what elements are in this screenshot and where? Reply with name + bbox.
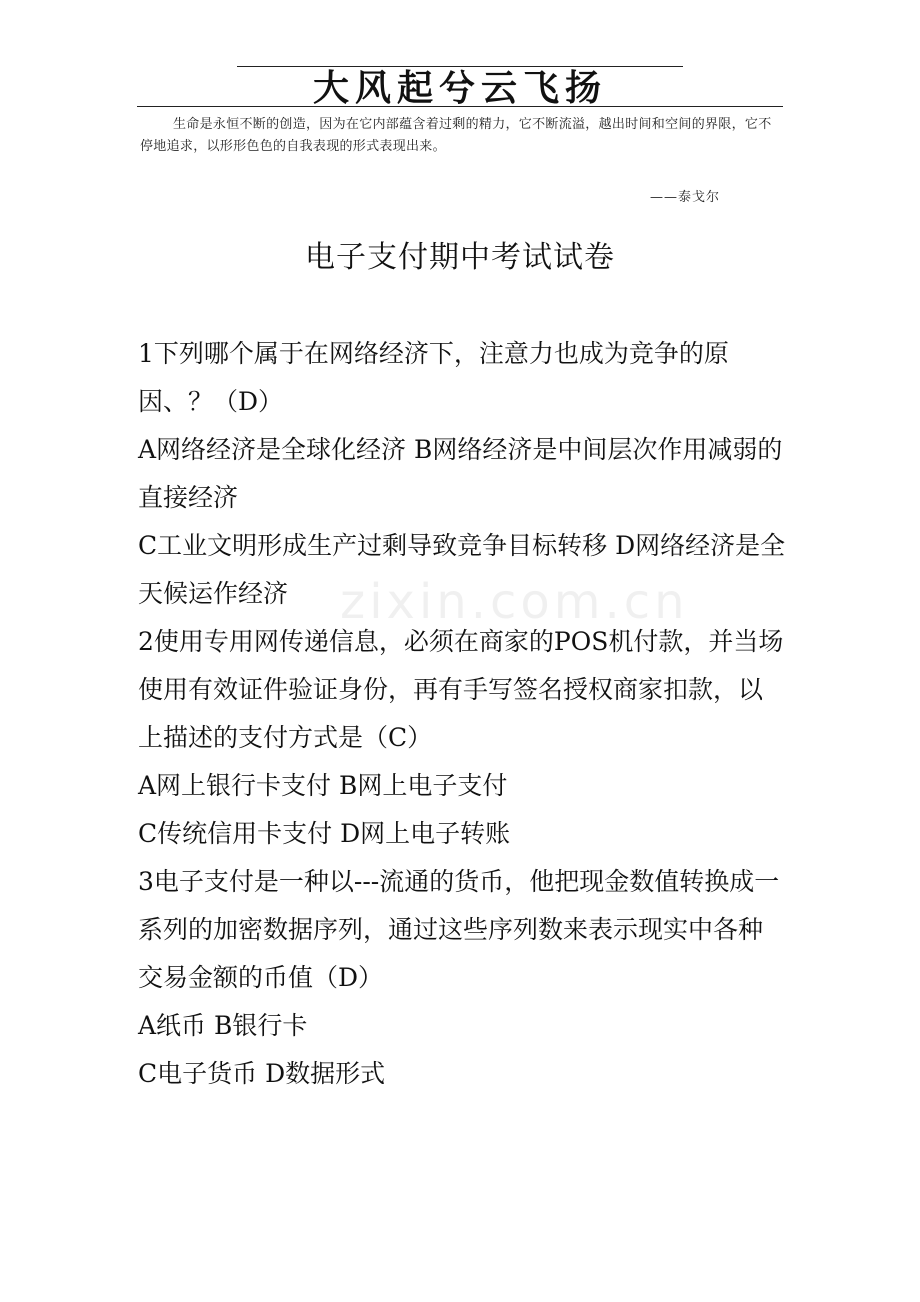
header-banner: 大风起兮云飞扬: [312, 67, 607, 109]
header-quote: 生命是永恒不断的创造，因为在它内部蕴含着过剩的精力，它不断流溢，越出时间和空间的界限，它不停地追求，以形形色色的自我表现的形式表现出来。: [140, 117, 772, 154]
question-3: 3电子支付是一种以---流通的货币，他把现金数值转换成一系列的加密数据序列，通过这些序列数来表示现实中各种交易金额的币值（D）: [138, 867, 780, 992]
question-2-options-cd: C传统信用卡支付 D网上电子转账: [138, 819, 511, 848]
header-bottom-rule: [137, 106, 783, 107]
question-2-options-ab: A网上银行卡支付 B网上电子支付: [138, 771, 508, 800]
document-title: 电子支付期中考试试卷: [305, 240, 615, 275]
question-1-options-cd: C工业文明形成生产过剩导致竞争目标转移 D网络经济是全天候运作经济: [138, 531, 786, 608]
watermark: zixin.com.cn: [340, 574, 689, 630]
question-3-options-cd: C电子货币 D数据形式: [138, 1059, 386, 1088]
document-body: [138, 330, 786, 1098]
question-3-options-ab: A纸币 B银行卡: [138, 1011, 308, 1040]
quote-author: ——泰戈尔: [649, 190, 720, 205]
question-1-options-ab: A网络经济是全球化经济 B网络经济是中间层次作用减弱的直接经济: [138, 435, 783, 512]
question-1: 1下列哪个属于在网络经济下，注意力也成为竞争的原因、？（D）: [138, 339, 729, 416]
question-2: 2使用专用网传递信息，必须在商家的POS机付款，并当场使用有效证件验证身份，再有手写签名授权商家扣款，以上描述的支付方式是（C）: [138, 627, 784, 752]
